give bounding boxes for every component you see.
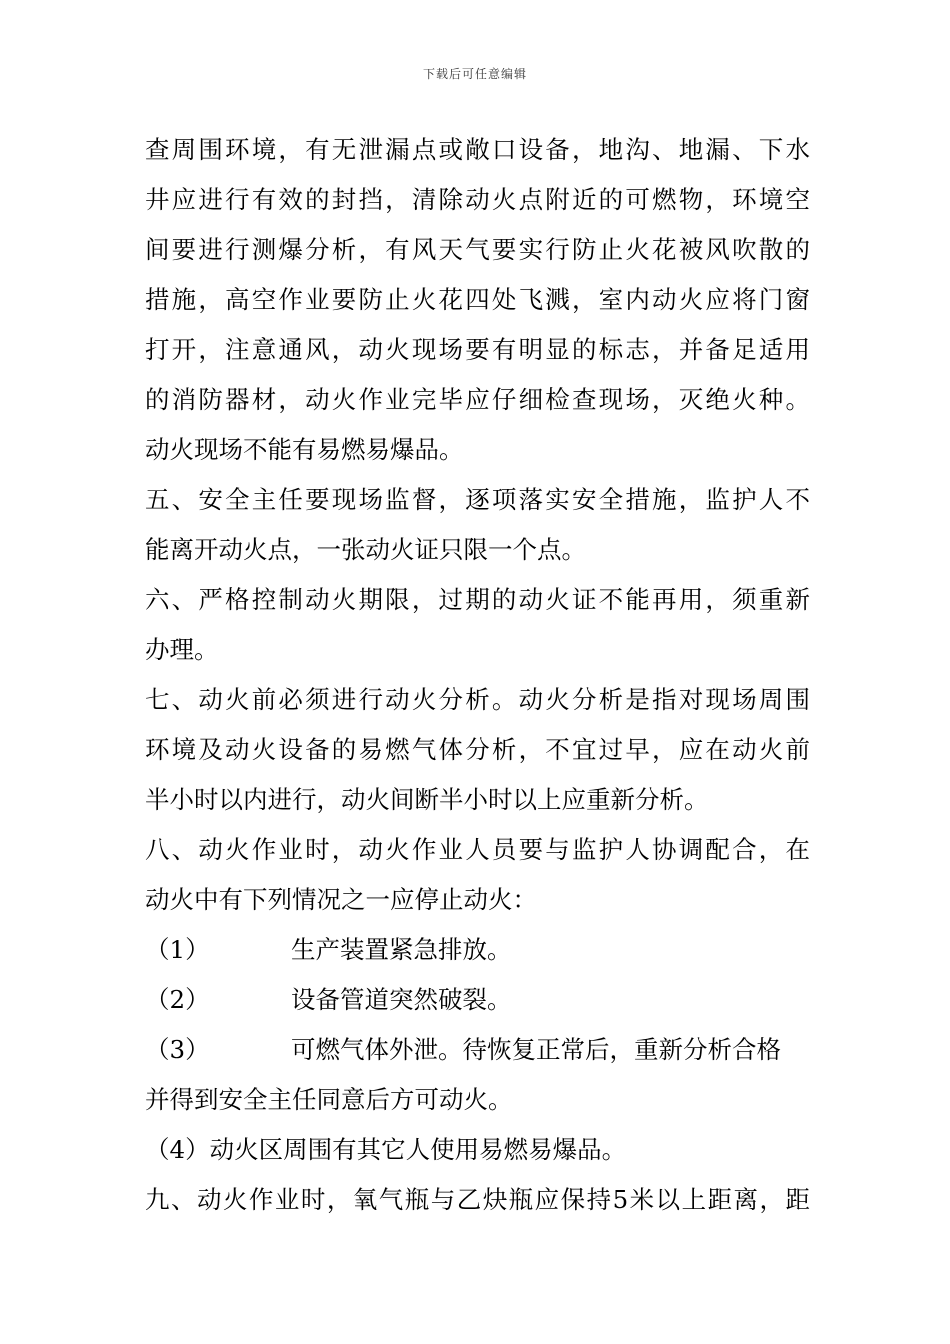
paragraph-line: 动火现场不能有易燃易爆品。 [145, 435, 464, 464]
page-header: 下载后可任意编辑 [422, 67, 527, 81]
paragraph-line: 的消防器材，动火作业完毕应仔细检查现场，灭绝火种。 [145, 385, 810, 414]
paragraph-line: 间要进行测爆分析，有风天气要实行防止火花被风吹散的 [145, 235, 810, 264]
list-item-text: 设备管道突然破裂。 [291, 985, 512, 1014]
paragraph-line: 办理。 [145, 635, 219, 664]
paragraph-line: 六、严格控制动火期限，过期的动火证不能再用，须重新 [145, 585, 810, 614]
paragraph-line: （4）动火区周围有其它人使用易燃易爆品。 [145, 1135, 627, 1164]
list-item [145, 975, 810, 1025]
list-item [145, 925, 810, 975]
paragraph-line: 措施，高空作业要防止火花四处飞溅，室内动火应将门窗 [145, 285, 810, 314]
paragraph-line: 五、安全主任要现场监督，逐项落实安全措施，监护人不 [145, 485, 810, 514]
list-item-number: （1） [145, 935, 210, 964]
list-item-text: 生产装置紧急排放。 [291, 935, 512, 964]
list-item [145, 1025, 810, 1075]
paragraph-line: 能离开动火点，一张动火证只限一个点。 [145, 535, 586, 564]
document-body [145, 125, 810, 1225]
paragraph-line: 查周围环境，有无泄漏点或敞口设备，地沟、地漏、下水 [145, 135, 810, 164]
paragraph-line: 环境及动火设备的易燃气体分析，不宜过早，应在动火前 [145, 735, 810, 764]
paragraph-line: 井应进行有效的封挡，清除动火点附近的可燃物，环境空 [145, 185, 810, 214]
paragraph-line: 并得到安全主任同意后方可动火。 [145, 1085, 513, 1114]
paragraph-line: 半小时以内进行，动火间断半小时以上应重新分析。 [145, 785, 709, 814]
list-item-number: （2） [145, 985, 210, 1014]
paragraph-line: 九、动火作业时，氧气瓶与乙炔瓶应保持5米以上距离，距 [145, 1185, 810, 1214]
paragraph-line: 七、动火前必须进行动火分析。动火分析是指对现场周围 [145, 685, 810, 714]
paragraph-line: 动火中有下列情况之一应停止动火： [145, 885, 537, 914]
list-item-text: 可燃气体外泄。待恢复正常后，重新分析合格 [291, 1035, 781, 1064]
paragraph-line: 打开，注意通风，动火现场要有明显的标志，并备足适用 [145, 335, 810, 364]
paragraph-line: 八、动火作业时，动火作业人员要与监护人协调配合，在 [145, 835, 810, 864]
list-item-number: （3） [145, 1035, 210, 1064]
